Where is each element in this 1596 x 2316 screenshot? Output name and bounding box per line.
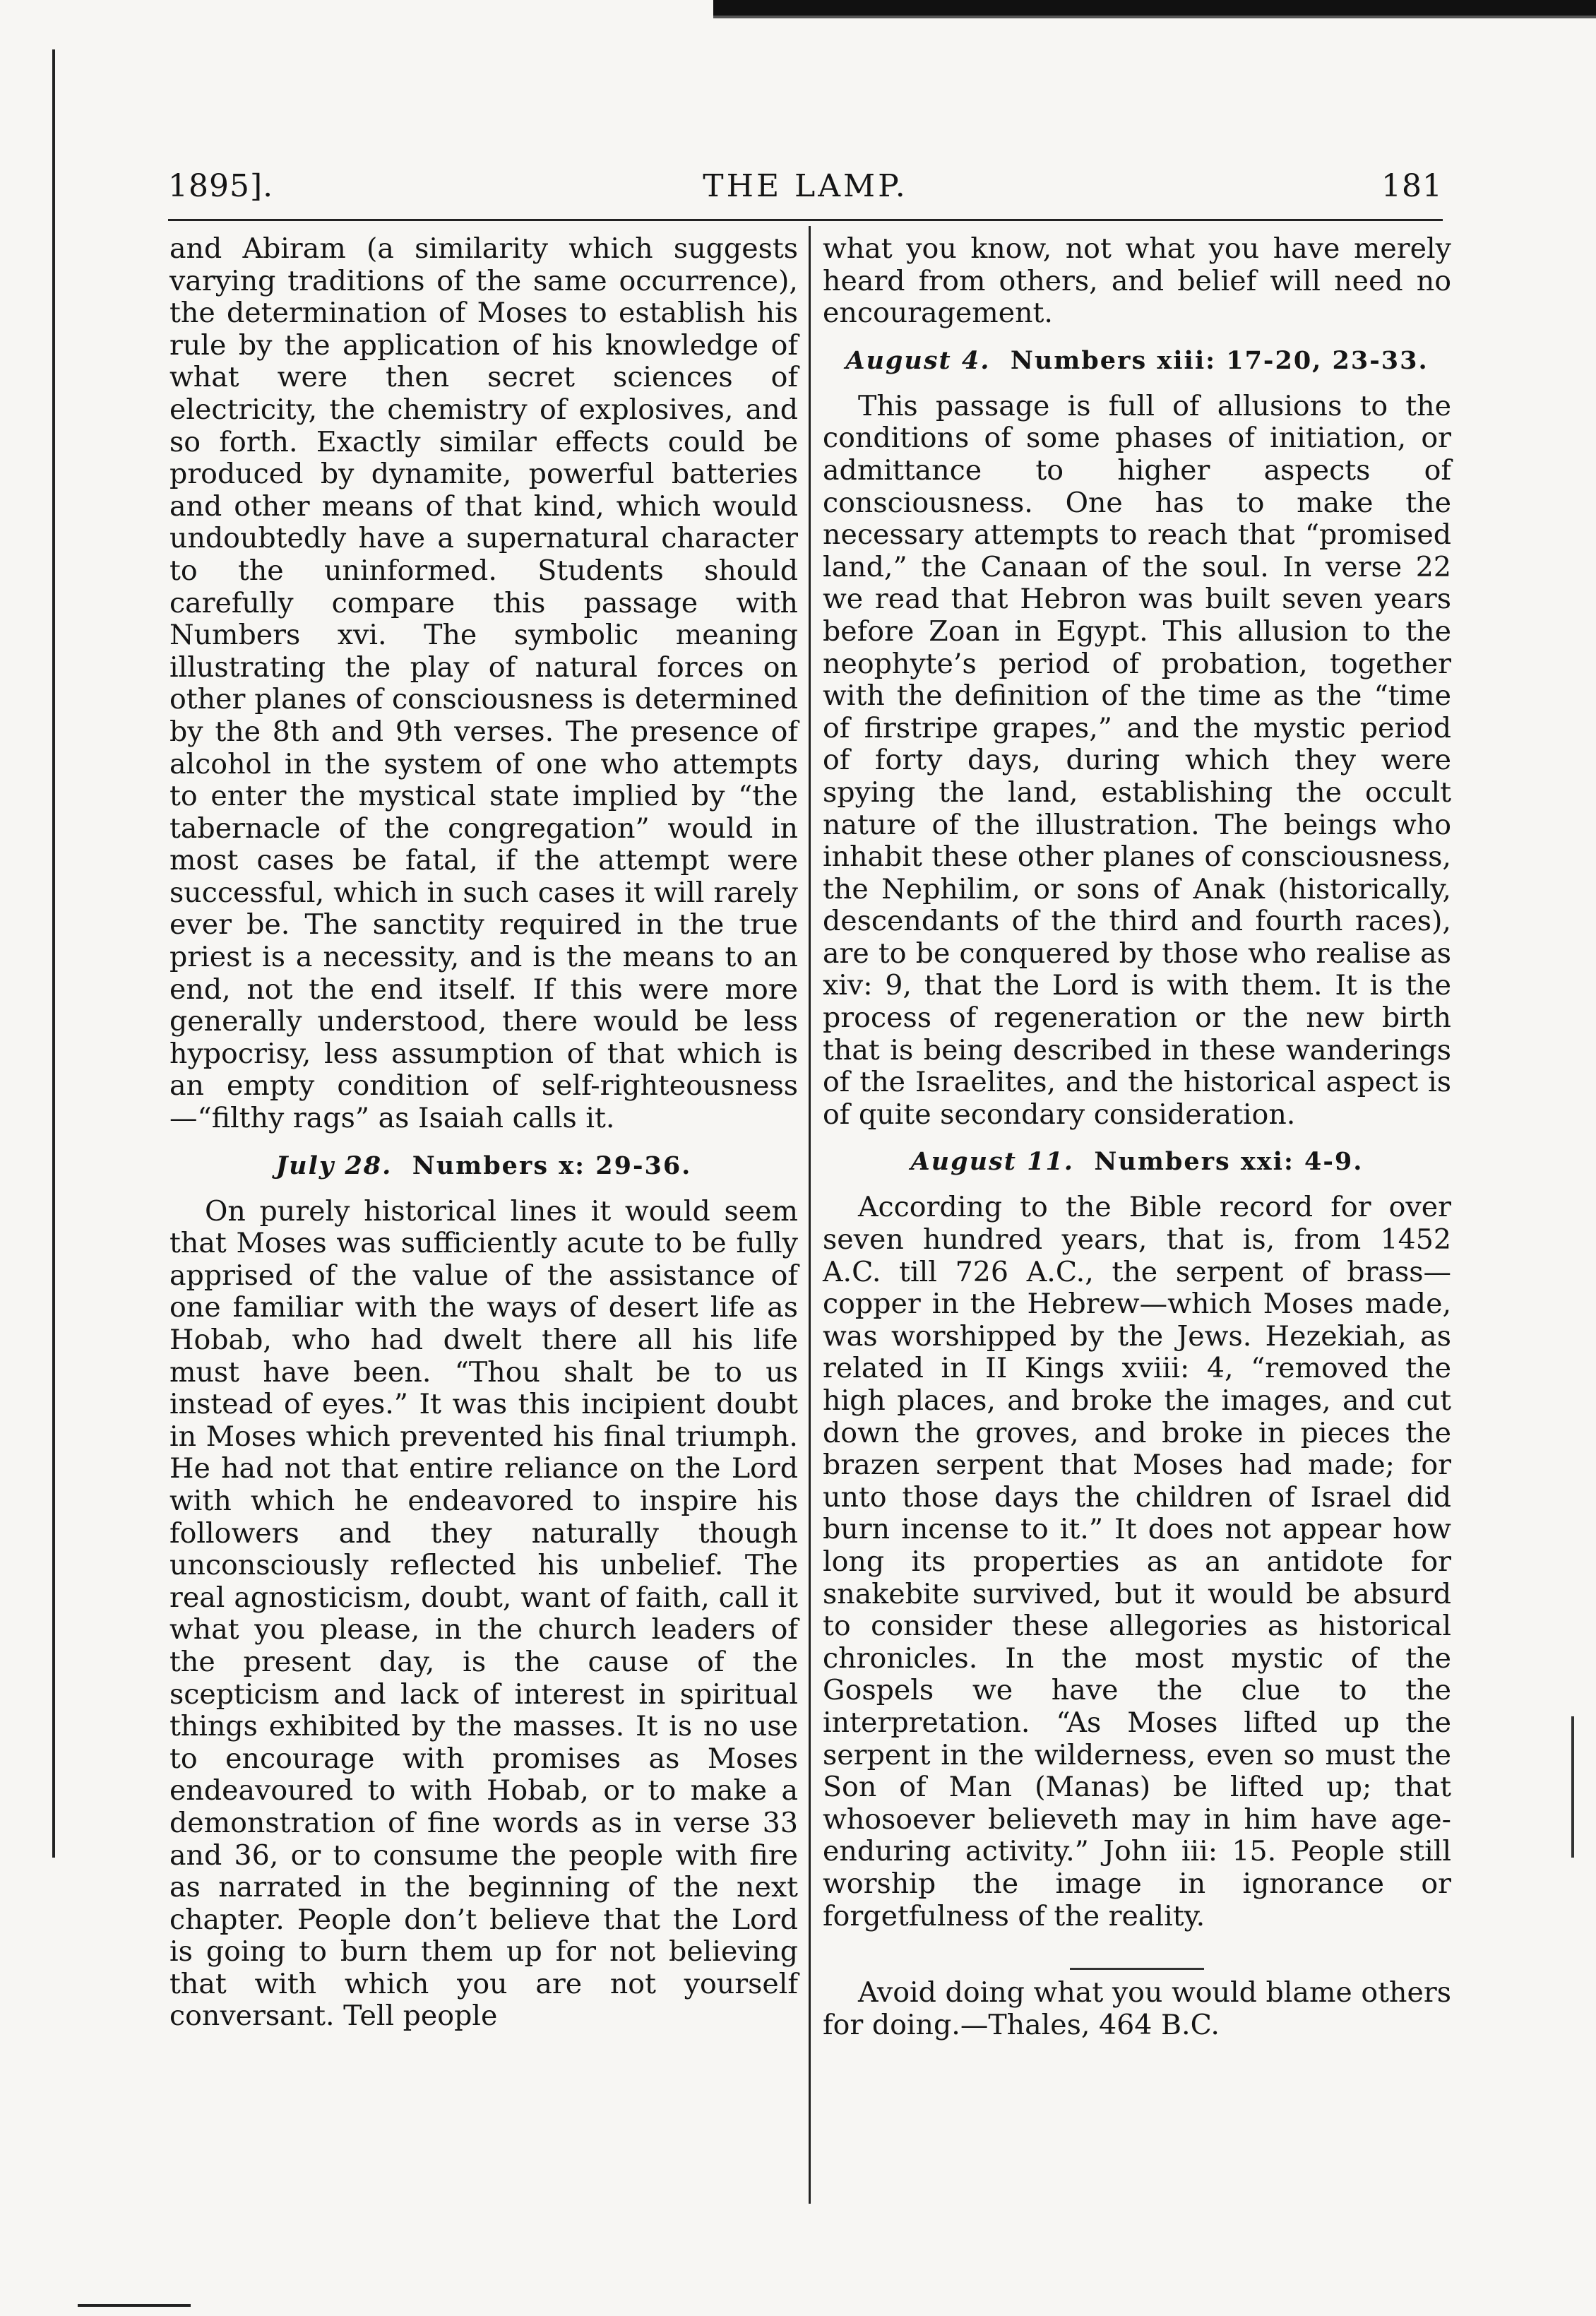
section-paragraph-august-4: This passage is full of allusions to the conditions of some phases of initiation, or admittance to higher aspects of consciousness. One has to make the necessary attempts to reach that “promised land,” the Canaan of the soul. In verse 22 we read that Hebron was built seven years before Zoan in Egypt. This allusion to the neophyte’s period of probation, together with the definition of the time as the “time of firstripe grapes,” and the mystic period of forty days, during which they were spying the land, establishing the occult nature of the illustration. The beings who inhabit these other planes of consciousness, the Nephilim, or sons of Anak (historically, descendants of the third and fourth races), are to be conquered by those who realise as xiv: 9, that the Lord is with them. It is the process of regeneration or the new birth that is being described in these wanderings of the Israelites, and the historical aspect is of quite secondary consideration. [823, 389, 1451, 1131]
running-head-title: THE LAMP. [703, 168, 908, 204]
intro-paragraph: and Abiram (a similarity which suggests varying traditions of the same occurrence), the determination of Moses to establish his rule by the application of his knowledge of what were then secret sciences of electricity, the chemistry of explosives, and so forth. Exactly similar effects could be produced by dynamite, powerful batteries and other means of that kind, which would undoubtedly have a supernatural character to the uninformed. Students should carefully compare this passage with Numbers xvi. The symbolic meaning illustrating the play of natural forces on other planes of consciousness is determined by the 8th and 9th verses. The presence of alcohol in the system of one who attempts to enter the mystical state implied by “the tabernacle of the congregation” would in most cases be fatal, if the attempt were successful, which in such cases it will rarely ever be. The sanctity required in the true priest is a necessity, and is the means to an end, not the end itself. If this were more generally understood, there would be less hypocrisy, less assumption of that which is an empty condition of self-righteousness—“filthy rags” as Isaiah calls it. [169, 232, 798, 1135]
section-date: August 4. [845, 345, 991, 375]
separator-rule [1070, 1968, 1204, 1970]
scan-left-edge [52, 49, 55, 1858]
header-rule [168, 219, 1443, 221]
scan-edge-bar [713, 0, 1596, 16]
section-reference: Numbers xiii: 17-20, 23-33. [1010, 345, 1429, 375]
section-reference: Numbers x: 29-36. [412, 1151, 692, 1180]
section-date: July 28. [275, 1151, 393, 1180]
section-date: August 11. [910, 1147, 1074, 1177]
section-heading-july-28 [169, 1151, 798, 1182]
scan-right-mark [1571, 1716, 1574, 1858]
continuation-paragraph: what you know, not what you have merely heard from others, and belief will need no encouragement. [823, 232, 1451, 330]
closing-quote: Avoid doing what you would blame others for doing.—Thales, 464 B.C. [823, 1976, 1451, 2041]
section-heading-august-11 [823, 1146, 1451, 1177]
left-column [169, 233, 798, 2033]
scan-edge-bar-thin [713, 16, 1596, 18]
scan-bottom-mark [78, 2304, 191, 2307]
section-paragraph-august-11: According to the Bible record for over seven hundred years, that is, from 1452 A.C. till 726 A.C., the serpent of brass—copper in the Hebrew—which Moses made, was worshipped by the Jews. Hezekiah, as related in II Kings xviii: 4, “removed the high places, and broke the images, and cut down the groves, and broke in pieces the brazen serpent that Moses had made; for unto those days the children of Israel did burn incense to it.” It does not appear how long its properties as an antidote for snakebite survived, but it would be absurd to consider these allegories as historical chronicles. In the most mystic of the Gospels we have the clue to the interpretation. “As Moses lifted up the serpent in the wilderness, even so must the Son of Man (Manas) be lifted up; that whosoever believeth may in him have age-enduring activity.” John iii: 15. People still worship the image in ignorance or forgetfulness of the reality. [823, 1191, 1451, 1932]
column-divider [809, 226, 811, 2204]
running-head [168, 168, 1443, 218]
section-paragraph-july-28: On purely historical lines it would seem that Moses was sufficiently acute to be fully apprised of the value of the assistance of one familiar with the ways of desert life as Hobab, who had dwelt there all his life must have been. “Thou shalt be to us instead of eyes.” It was this incipient doubt in Moses which prevented his final triumph. He had not that entire reliance on the Lord with which he endeavored to inspire his followers and they naturally though unconsciously reflected his unbelief. The real agnosticism, doubt, want of faith, call it what you please, in the church leaders of the present day, is the cause of the scepticism and lack of interest in spiritual things exhibited by the masses. It is no use to encourage with promises as Moses endeavoured to with Hobab, or to make a demonstration of fine words as in verse 33 and 36, or to consume the people with fire as narrated in the beginning of the next chapter. People don’t believe that the Lord is going to burn them up for not believing that with which you are not yourself conversant. Tell people [169, 1194, 798, 2033]
section-heading-august-4 [823, 345, 1451, 376]
section-reference: Numbers xxi: 4-9. [1094, 1147, 1364, 1177]
running-head-date: 1895]. [168, 168, 274, 204]
page-number: 181 [1381, 168, 1443, 204]
right-column [823, 233, 1451, 2041]
